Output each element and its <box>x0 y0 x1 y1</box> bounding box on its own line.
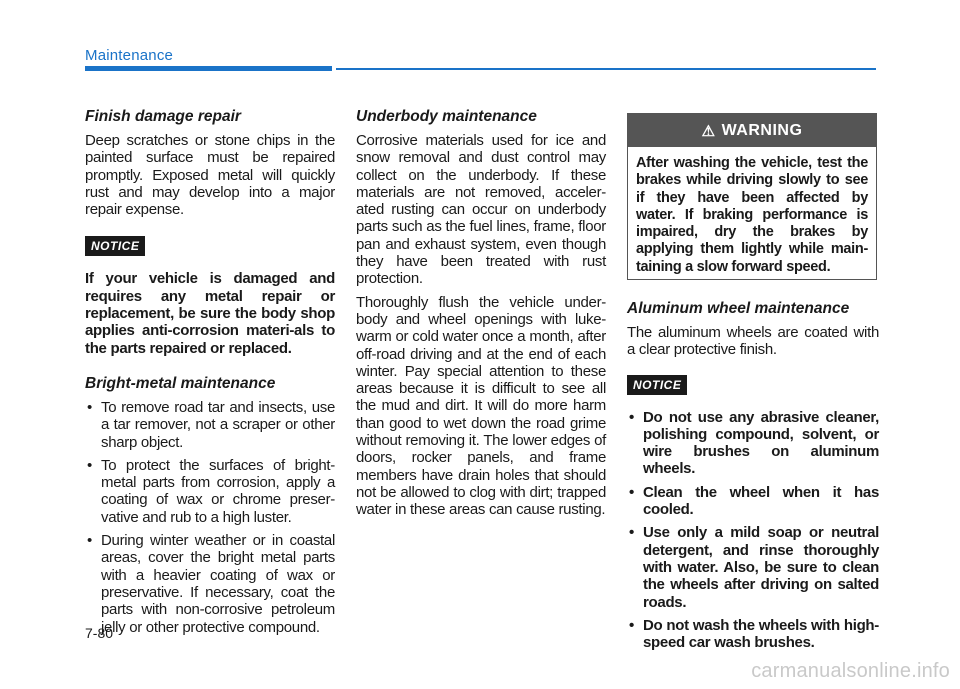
list-item: • Clean the wheel when it has cooled. <box>627 484 879 519</box>
header-rule-thick <box>85 66 332 71</box>
list-item: • During winter weather or in coastal areas, cover the bright metal parts with a heavier coating of wax or preservative. If necessary, coat the parts with non-corrosive petroleum jelly or other protective compound. <box>85 532 335 636</box>
warning-box <box>627 113 877 280</box>
watermark: carmanualsonline.info <box>751 660 950 682</box>
finish-damage-body: Deep scratches or stone chips in the painted surface must be repaired promptly. Exposed metal will quickly rust and may develop into a major repair expense. <box>85 132 335 219</box>
page-number: 7-80 <box>85 625 114 641</box>
aluminum-wheel-title: Aluminum wheel maintenance <box>627 300 850 317</box>
underbody-title: Underbody maintenance <box>356 108 537 125</box>
header-rule-thin <box>336 68 876 70</box>
header-title: Maintenance <box>85 47 174 64</box>
column-middle <box>356 108 606 525</box>
underbody-paragraph-2: Thoroughly flush the vehicle under-body and wheel openings with luke-warm or cold water once a month, after off-road driving and at the end of each winter. Pay special attention to these areas because it is difficult to see all the mud and dirt. It will do more harm than good to wet down the road grime without removing it. The lower edges of doors, rocker panels, and frame members have drain holes that should not be allowed to clog with dirt; trapped water in these areas can cause rusting. <box>356 293 606 519</box>
notice-body: If your vehicle is damaged and requires any metal repair or replacement, be sure the body shop applies anti-corrosion materi-als to the parts repaired or replaced. <box>85 270 335 357</box>
notice-badge: NOTICE <box>85 236 145 256</box>
bright-metal-title: Bright-metal maintenance <box>85 374 276 392</box>
column-left <box>85 108 335 642</box>
aluminum-wheel-list <box>627 409 879 652</box>
bright-metal-list <box>85 399 335 636</box>
warning-header <box>628 114 876 147</box>
notice-badge: NOTICE <box>627 375 687 395</box>
list-item: • To protect the surfaces of bright-metal parts from corrosion, apply a coating of wax or chrome preser-vative and rub to a high luster. <box>85 457 335 526</box>
list-item: • Do not wash the wheels with high-speed car wash brushes. <box>627 617 879 652</box>
finish-damage-title: Finish damage repair <box>85 108 241 125</box>
list-item: • Use only a mild soap or neutral detergent, and rinse thoroughly with water. Also, be sure to clean the wheels after driving on salted roads. <box>627 524 879 610</box>
list-item: • Do not use any abrasive cleaner, polishing compound, solvent, or wire brushes on aluminum wheels. <box>627 409 879 478</box>
warning-body: After washing the vehicle, test the brakes while driving slowly to see if they have been affected by water. If braking performance is impaired, dry the brakes by applying them lightly while main-taining a slow forward speed. <box>636 155 868 275</box>
aluminum-wheel-body: The aluminum wheels are coated with a clear protective finish. <box>627 324 879 359</box>
warning-label: WARNING <box>721 121 803 139</box>
underbody-paragraph-1: Corrosive materials used for ice and snow removal and dust control may collect on the underbody. If these materials are not removed, acceler-ated rusting can occur on underbody parts such as the fuel lines, frame, floor pan and exhaust system, even though they have been treated with rust protection. <box>356 132 606 288</box>
warning-triangle-icon: ⚠ <box>701 122 716 140</box>
list-item: • To remove road tar and insects, use a tar remover, not a scraper or other sharp object. <box>85 399 335 451</box>
column-right <box>627 300 879 657</box>
